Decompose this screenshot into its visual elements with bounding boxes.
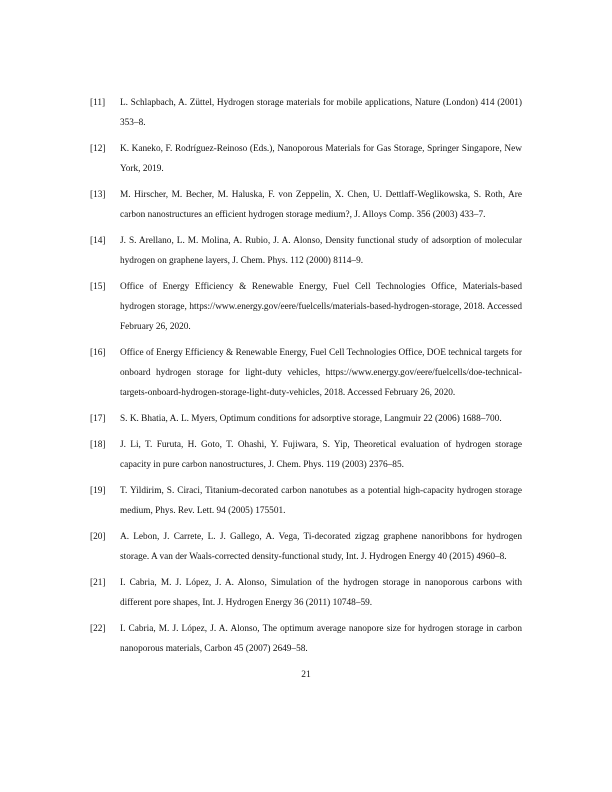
reference-item: [90, 185, 522, 225]
reference-item: [90, 277, 522, 337]
reference-number: [18]: [90, 440, 106, 450]
reference-number: [22]: [90, 624, 106, 634]
reference-text: K. Kaneko, F. Rodríguez-Reinoso (Eds.), Nanoporous Materials for Gas Storage, Springer Singapore, New York, 2019.: [120, 144, 522, 174]
reference-text: J. Li, T. Furuta, H. Goto, T. Ohashi, Y. Fujiwara, S. Yip, Theoretical evaluation of hydrogen storage capacity in pure carbon nanostructures, J. Chem. Phys. 119 (2003) 2376–85.: [120, 440, 522, 470]
reference-list: [90, 93, 522, 665]
reference-item: [90, 573, 522, 613]
reference-item: [90, 139, 522, 179]
reference-item: [90, 619, 522, 659]
reference-item: [90, 409, 522, 429]
reference-text: I. Cabria, M. J. López, J. A. Alonso, Simulation of the hydrogen storage in nanoporous carbons with different pore shapes, Int. J. Hydrogen Energy 36 (2011) 10748–59.: [120, 578, 522, 608]
reference-item: [90, 481, 522, 521]
reference-number: [11]: [90, 98, 106, 108]
reference-number: [15]: [90, 282, 106, 292]
reference-text: L. Schlapbach, A. Züttel, Hydrogen storage materials for mobile applications, Nature (London) 414 (2001) 353–8.: [120, 98, 522, 128]
reference-number: [21]: [90, 578, 106, 588]
reference-text: Office of Energy Efficiency & Renewable Energy, Fuel Cell Technologies Office, DOE technical targets for onboard hydrogen storage for light-duty vehicles, https://www.energy.gov/eere/fuelcells/doe-technical-targets-onboard-hydrogen-storage-light-duty-vehicles, 2018. Accessed February 26, 2020.: [120, 348, 522, 398]
reference-text: Office of Energy Efficiency & Renewable Energy, Fuel Cell Technologies Office, Materials-based hydrogen storage, https://www.energy.gov/eere/fuelcells/materials-based-hydrogen-storage, 2018. Accessed February 26, 2020.: [120, 282, 522, 332]
reference-number: [13]: [90, 190, 106, 200]
page-number: 21: [301, 670, 311, 680]
reference-text: M. Hirscher, M. Becher, M. Haluska, F. von Zeppelin, X. Chen, U. Dettlaff-Weglikowska, S. Roth, Are carbon nanostructures an efficient hydrogen storage medium?, J. Alloys Comp. 356 (2003) 433–7.: [120, 190, 522, 220]
reference-text: J. S. Arellano, L. M. Molina, A. Rubio, J. A. Alonso, Density functional study of adsorption of molecular hydrogen on graphene layers, J. Chem. Phys. 112 (2000) 8114–9.: [120, 236, 522, 266]
reference-text: T. Yildirim, S. Ciraci, Titanium-decorated carbon nanotubes as a potential high-capacity hydrogen storage medium, Phys. Rev. Lett. 94 (2005) 175501.: [120, 486, 522, 516]
reference-item: [90, 93, 522, 133]
reference-item: [90, 231, 522, 271]
reference-item: [90, 343, 522, 403]
reference-item: [90, 527, 522, 567]
reference-number: [14]: [90, 236, 106, 246]
reference-number: [17]: [90, 414, 106, 424]
reference-number: [12]: [90, 144, 106, 154]
reference-text: S. K. Bhatia, A. L. Myers, Optimum conditions for adsorptive storage, Langmuir 22 (2006) 1688–700.: [120, 414, 502, 424]
reference-text: A. Lebon, J. Carrete, L. J. Gallego, A. Vega, Ti-decorated zigzag graphene nanoribbons for hydrogen storage. A van der Waals-corrected density-functional study, Int. J. Hydrogen Energy 40 (2015) 4960–8.: [120, 532, 522, 562]
reference-number: [20]: [90, 532, 106, 542]
reference-number: [19]: [90, 486, 106, 496]
reference-text: I. Cabria, M. J. López, J. A. Alonso, The optimum average nanopore size for hydrogen storage in carbon nanoporous materials, Carbon 45 (2007) 2649–58.: [120, 624, 522, 654]
reference-number: [16]: [90, 348, 106, 358]
reference-item: [90, 435, 522, 475]
